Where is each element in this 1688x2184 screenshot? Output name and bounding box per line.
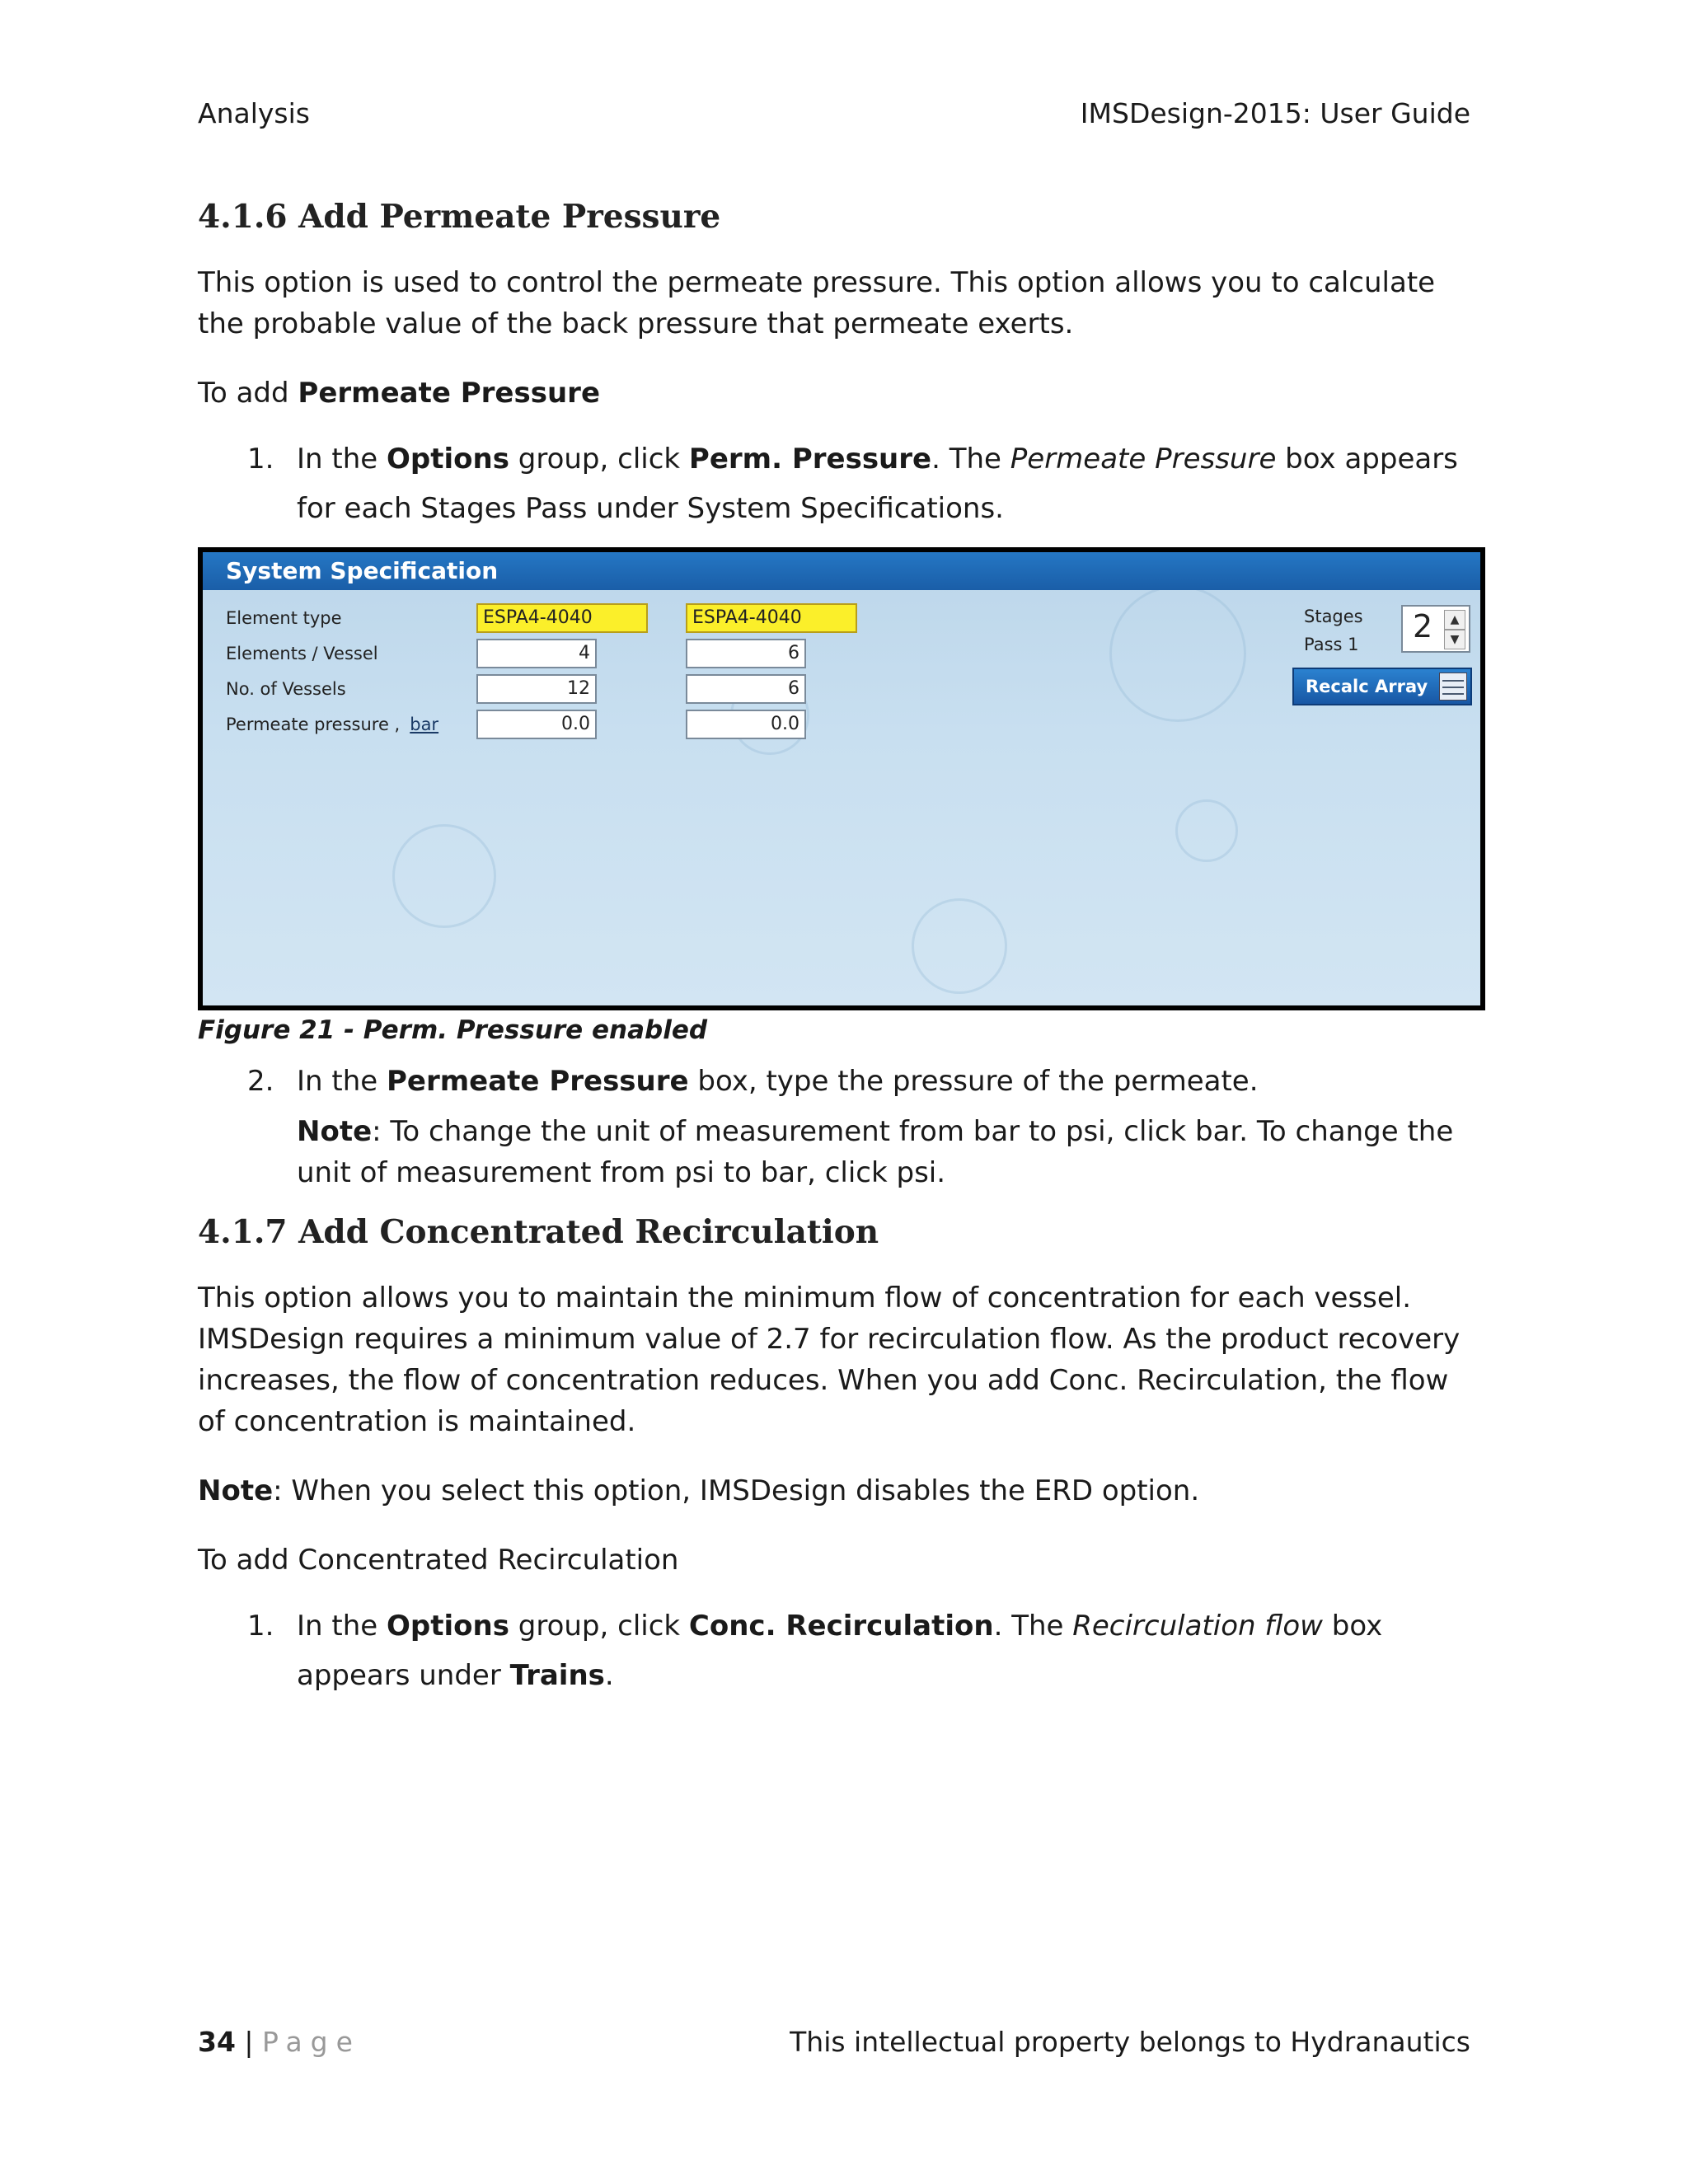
- panel-title: System Specification: [203, 552, 1480, 590]
- system-specification-screenshot: [198, 547, 1485, 1010]
- no-vessels-field-2[interactable]: 6: [686, 674, 806, 704]
- intro-paragraph: This option is used to control the permeate pressure. This option allows you to calculate the probable value of the back pressure that permeate exerts.: [198, 266, 1436, 340]
- figure-caption: Figure 21 - Perm. Pressure enabled: [198, 1015, 708, 1045]
- recalc-array-label: Recalc Array: [1306, 677, 1428, 696]
- stages-stepper[interactable]: [1401, 605, 1470, 653]
- step-text: In the Options group, click Conc. Recirculation. The Recirculation flow box appears under Trains.: [297, 1610, 1383, 1692]
- step-number: 1.: [247, 1610, 274, 1643]
- header-left: Analysis: [198, 97, 310, 129]
- step-text: In the Permeate Pressure box, type the pressure of the permeate.: [297, 1065, 1259, 1098]
- section2-note: Note: When you select this option, IMSDesign disables the ERD option.: [198, 1474, 1200, 1507]
- section-heading-conc-recirculation: 4.1.7 Add Concentrated Recirculation: [198, 1213, 879, 1251]
- label-no-vessels: No. of Vessels: [226, 679, 346, 699]
- label-element-type: Element type: [226, 608, 342, 628]
- recalc-array-button[interactable]: [1292, 668, 1472, 705]
- section2-to-add: To add Concentrated Recirculation: [198, 1544, 679, 1577]
- calculator-icon: [1439, 673, 1467, 701]
- stepper-down-icon[interactable]: ▼: [1444, 630, 1465, 649]
- stages-label: Stages: [1304, 607, 1363, 626]
- stages-value: 2: [1413, 608, 1433, 644]
- element-type-field-1[interactable]: ESPA4-4040: [476, 603, 648, 633]
- element-type-field-2[interactable]: ESPA4-4040: [686, 603, 857, 633]
- footer-copyright: This intellectual property belongs to Hydranautics: [790, 2026, 1470, 2058]
- permeate-pressure-field-1[interactable]: 0.0: [476, 710, 597, 739]
- header-right: IMSDesign-2015: User Guide: [1080, 97, 1470, 129]
- pass-label: Pass 1: [1304, 635, 1359, 654]
- no-vessels-field-1[interactable]: 12: [476, 674, 597, 704]
- elements-vessel-field-1[interactable]: 4: [476, 639, 597, 668]
- section2-paragraph: This option allows you to maintain the minimum flow of concentration for each vessel. IMSDesign requires a minimum value of 2.7 for recirculation flow. As the product recovery increases, the flow of concentration reduces. When you add Conc. Recirculation, the flow of concentration is maintained.: [198, 1282, 1461, 1438]
- elements-vessel-field-2[interactable]: 6: [686, 639, 806, 668]
- label-permeate-pressure: Permeate pressure , bar: [226, 715, 439, 734]
- label-elements-vessel: Elements / Vessel: [226, 644, 378, 663]
- note-text: Note: To change the unit of measurement from bar to psi, click bar. To change the unit of measurement from psi to bar, click psi.: [297, 1115, 1454, 1189]
- step-number: 1.: [247, 443, 274, 476]
- section-heading-permeate-pressure: 4.1.6 Add Permeate Pressure: [198, 198, 721, 236]
- permeate-pressure-field-2[interactable]: 0.0: [686, 710, 806, 739]
- footer-page-number: 34 | Page: [198, 2026, 361, 2058]
- step-text: In the Options group, click Perm. Pressure. The Permeate Pressure box appears for each Stages Pass under System Specifications.: [297, 443, 1458, 525]
- to-add-line: To add Permeate Pressure: [198, 377, 601, 410]
- step-number: 2.: [247, 1065, 274, 1098]
- unit-toggle-bar[interactable]: bar: [410, 715, 439, 734]
- stepper-up-icon[interactable]: ▲: [1444, 610, 1465, 630]
